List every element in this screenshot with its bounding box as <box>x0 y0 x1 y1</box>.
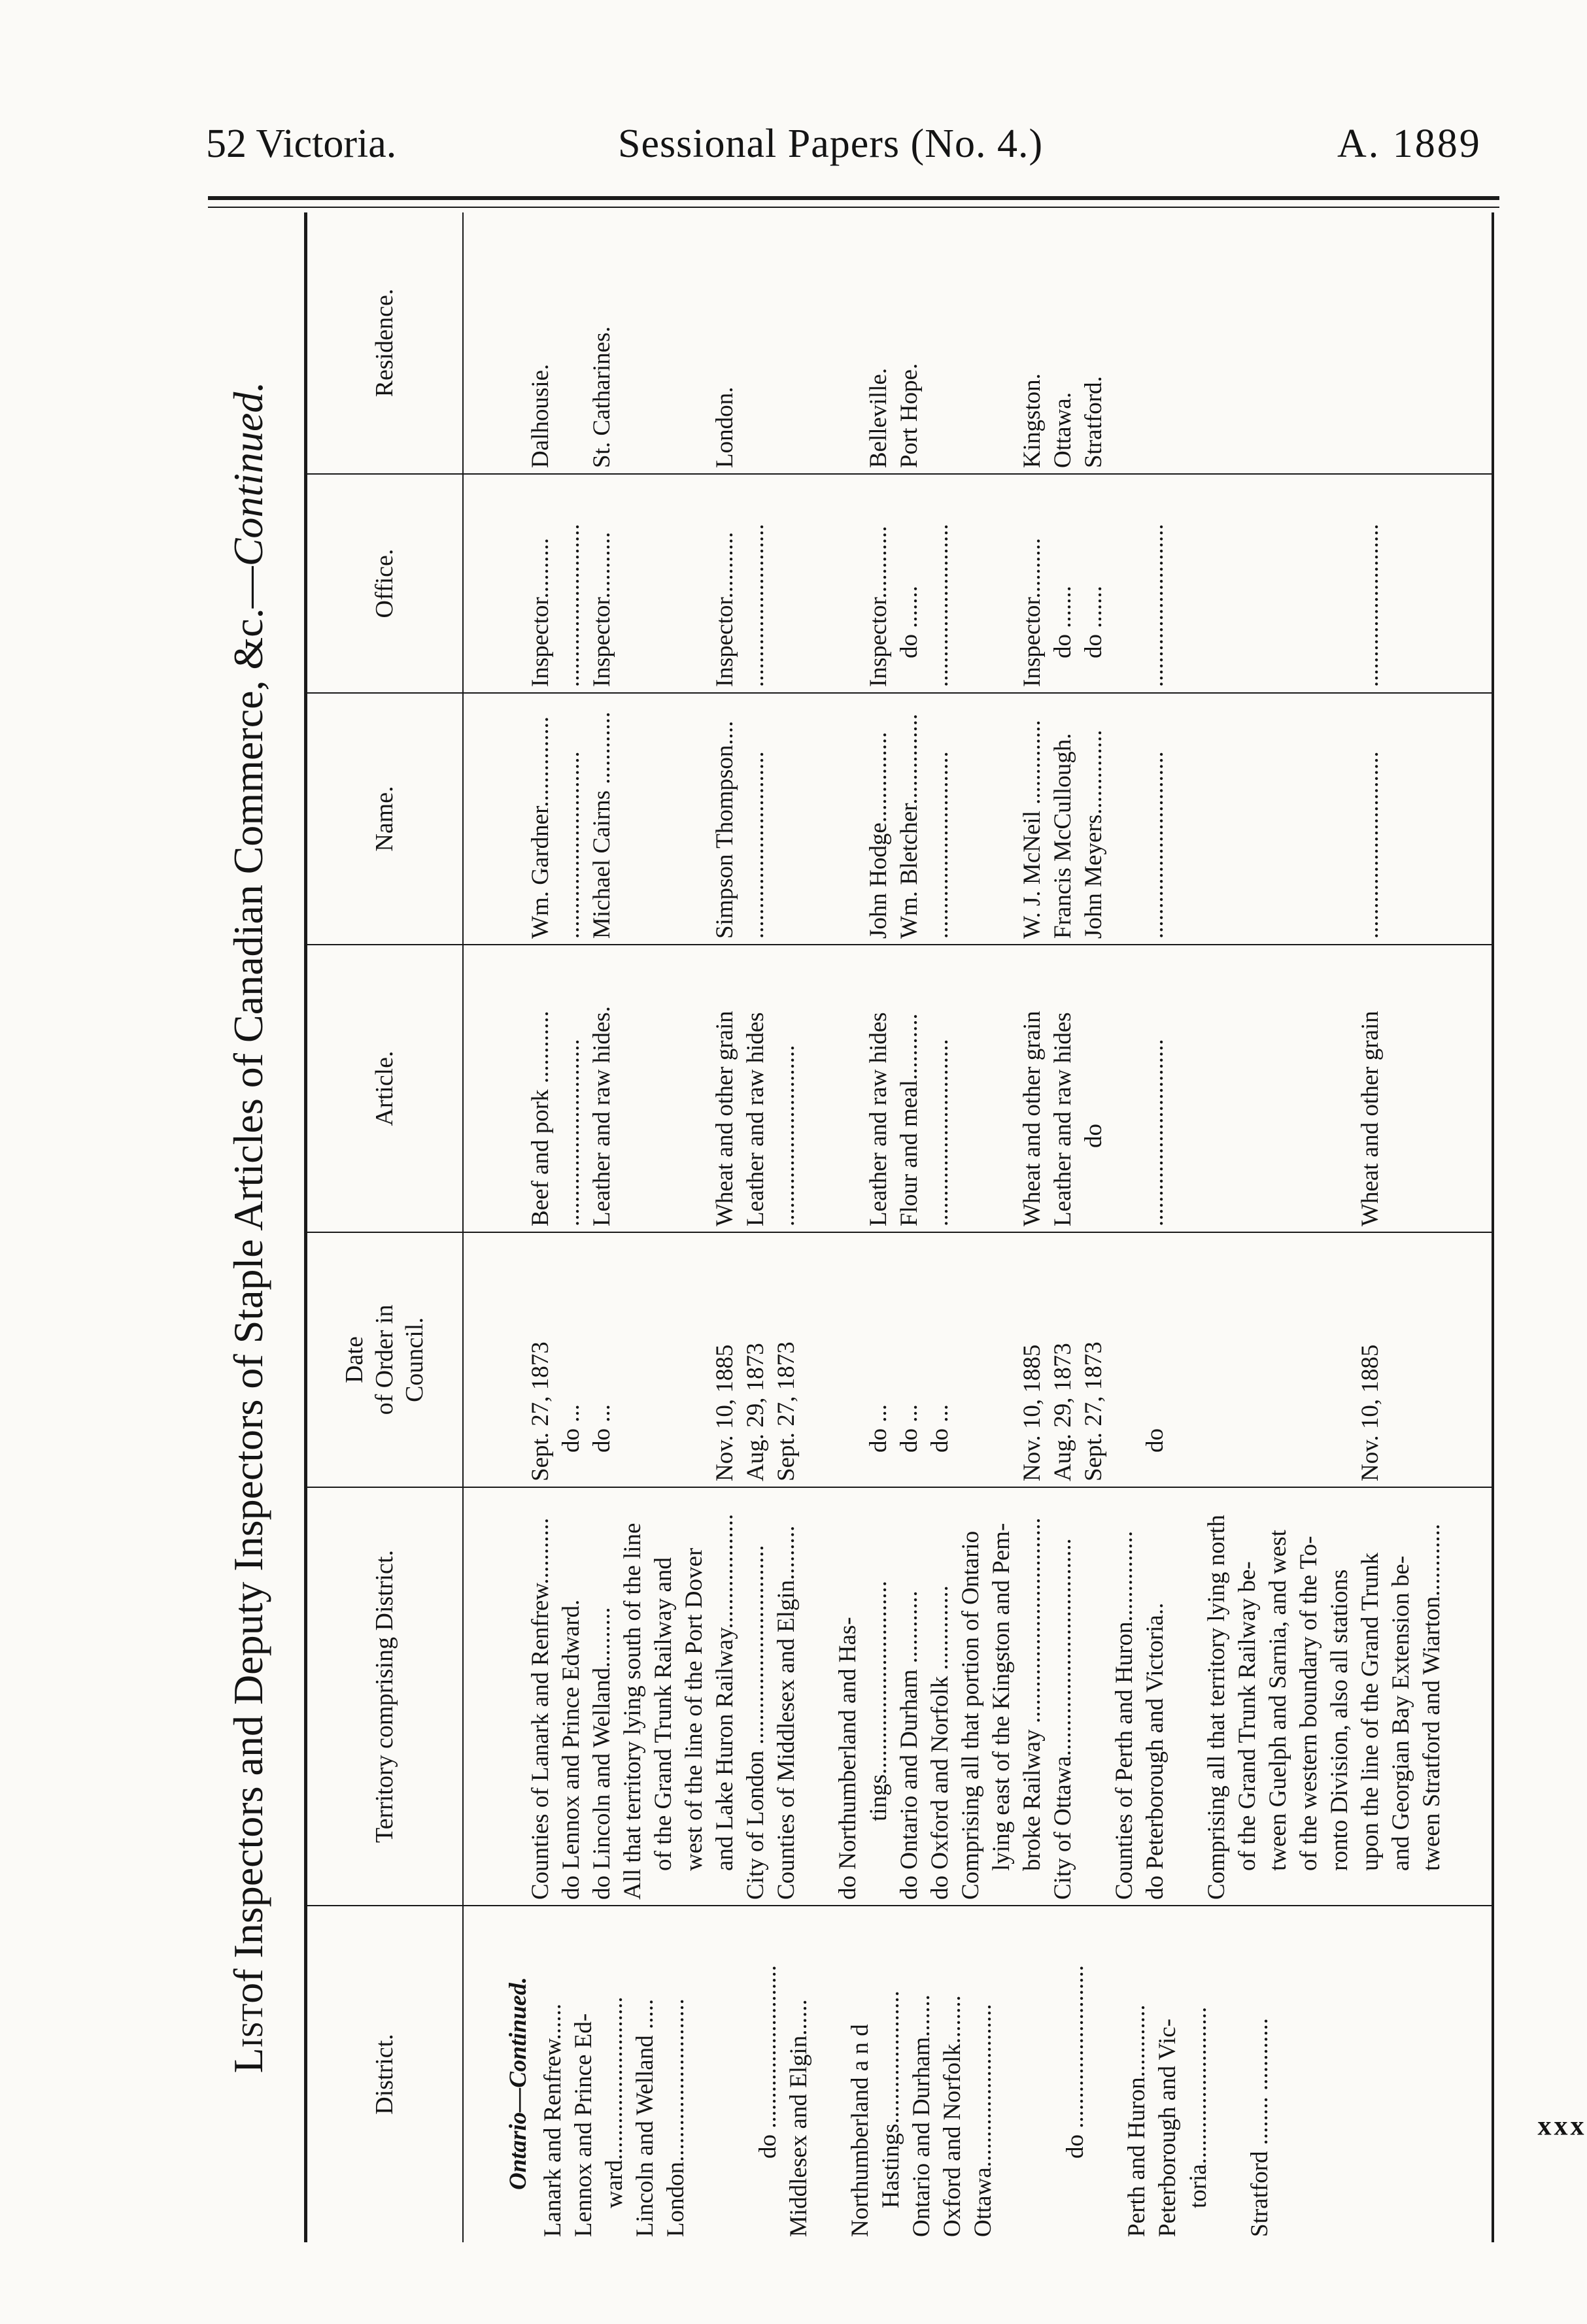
district-line: do ........................... <box>1061 1965 1089 2159</box>
spacer <box>1293 1238 1324 1481</box>
spacer <box>814 1911 845 2237</box>
spacer <box>1232 951 1263 1226</box>
caption-main: of Inspectors and Deputy Inspectors of Staple Articles of Canadian Commerce, &c.— <box>225 566 271 2004</box>
spacer <box>1109 951 1140 1226</box>
territory-line: City of Ottawa.................................... <box>1049 1538 1076 1900</box>
header-rule <box>208 196 1499 200</box>
date-line: Sept. 27, 1873 <box>1080 1341 1107 1481</box>
office-line: do ....... <box>1080 586 1107 658</box>
inspectors-table <box>304 212 1494 2242</box>
spacer <box>802 1238 832 1481</box>
article-line: Leather and raw hides <box>1049 1012 1076 1226</box>
spacer <box>617 1238 648 1481</box>
district-line: Oxford and Norfolk........ <box>938 1995 966 2237</box>
spacer <box>832 699 863 939</box>
article-line: Leather and raw hides <box>742 1012 769 1226</box>
spacer <box>617 699 648 939</box>
office-line: ........................... <box>1356 524 1384 687</box>
office-line: Inspector........... <box>588 531 615 687</box>
spacer <box>802 951 832 1226</box>
spacer <box>1109 699 1140 939</box>
territory-line: do Peterborough and Victoria.. <box>1141 1602 1169 1900</box>
spacer <box>1293 699 1324 939</box>
spacer <box>1201 699 1232 939</box>
spacer <box>679 699 709 939</box>
office-line: Inspector.......... <box>1018 537 1046 687</box>
date-line: Sept. 27, 1873 <box>772 1341 800 1481</box>
territory-line: do Ontario and Durham ............ <box>895 1591 923 1900</box>
territory-line: upon the line of the Grand Trunk <box>1356 1552 1384 1871</box>
col-date-l1: Date <box>341 1336 369 1383</box>
date-line: do ... <box>864 1404 892 1453</box>
name-line: Simpson Thompson.... <box>711 720 738 939</box>
spacer <box>925 218 955 468</box>
article-line: Beef and pork ............ <box>526 1011 554 1226</box>
residence-line: Ottawa. <box>1049 392 1076 468</box>
spacer <box>1232 1238 1263 1481</box>
territory-line: of the Grand Trunk Railway be- <box>1233 1561 1261 1871</box>
spacer <box>986 480 1017 687</box>
spacer <box>955 480 986 687</box>
col-territory: Territory comprising District. <box>306 1487 463 1906</box>
district-line: Peterborough and Vic- <box>1153 2018 1181 2237</box>
spacer <box>1214 1911 1244 2237</box>
territory-line: Counties of Perth and Huron............... <box>1110 1530 1138 1900</box>
date-line: Nov. 10, 1885 <box>711 1344 738 1481</box>
district-cell <box>463 1906 1493 2242</box>
name-line: John Hodge............... <box>864 732 892 939</box>
date-line: Nov. 10, 1885 <box>1356 1344 1384 1481</box>
territory-cell <box>463 1487 1493 1906</box>
district-line: London........................... <box>662 1998 689 2237</box>
caption-continued: Continued. <box>225 381 271 567</box>
spacer <box>617 480 648 687</box>
spacer <box>1232 480 1263 687</box>
spacer <box>648 1238 679 1481</box>
date-line: Aug. 29, 1873 <box>742 1343 769 1481</box>
residence-line: St. Catharines. <box>588 326 615 468</box>
spacer <box>1263 1238 1293 1481</box>
spacer <box>617 951 648 1226</box>
article-line: ............................... <box>1141 1039 1169 1226</box>
name-line: Wm. Gardner............... <box>526 716 554 939</box>
district-line: Hastings...................... <box>877 1991 904 2208</box>
name-line: W. J. McNeil .............. <box>1018 720 1046 939</box>
residence-line: Port Hope. <box>895 363 923 468</box>
spacer <box>771 480 802 687</box>
spacer <box>771 218 802 468</box>
territory-line: tween Guelph and Sarnia, and west <box>1264 1530 1291 1871</box>
article-line: Leather and raw hides. <box>588 1006 615 1226</box>
spacer <box>1170 699 1201 939</box>
office-line: ........................... <box>557 524 585 687</box>
section-heading: Ontario—Continued. <box>504 1977 532 2190</box>
spacer <box>771 699 802 939</box>
name-cell <box>463 693 1493 945</box>
spacer <box>740 218 771 468</box>
table-header-row <box>306 212 463 2242</box>
spacer <box>464 1493 525 1900</box>
spacer <box>556 218 587 468</box>
district-line: do ........................... <box>754 1965 781 2159</box>
spacer <box>464 480 525 687</box>
spacer <box>986 699 1017 939</box>
table-body-row <box>463 212 1493 2242</box>
residence-line: Dalhousie. <box>526 363 554 468</box>
spacer <box>1201 480 1232 687</box>
spacer <box>1109 480 1140 687</box>
territory-line: of the Grand Trunk Railway and <box>649 1557 677 1871</box>
territory-line: of the western boundary of the To- <box>1295 1536 1322 1871</box>
spacer <box>1324 480 1355 687</box>
spacer <box>1170 951 1201 1226</box>
date-line: do ... <box>926 1404 953 1453</box>
spacer <box>648 218 679 468</box>
header-rule-thin <box>208 207 1499 208</box>
spacer <box>955 951 986 1226</box>
spacer <box>1170 1493 1201 1900</box>
residence-line: Kingston. <box>1018 373 1046 468</box>
article-line: Wheat and other grain <box>1356 1011 1384 1226</box>
col-district: District. <box>306 1906 463 2242</box>
col-date <box>306 1232 463 1487</box>
col-name: Name. <box>306 693 463 945</box>
rotated-table-page <box>206 212 1587 2242</box>
spacer <box>1293 951 1324 1226</box>
district-line: Middlesex and Elgin...... <box>785 1999 812 2237</box>
territory-line: Comprising all that territory lying north <box>1203 1515 1230 1900</box>
territory-line: tween Stratford and Wiarton............ <box>1418 1523 1445 1871</box>
office-line: ........................... <box>1141 524 1169 687</box>
spacer <box>1293 480 1324 687</box>
spacer <box>986 1238 1017 1481</box>
spacer <box>1201 951 1232 1226</box>
territory-line: ronto Division, also all stations <box>1325 1569 1353 1871</box>
name-line: Wm. Bletcher............... <box>895 713 923 939</box>
spacer <box>691 1911 722 2237</box>
spacer <box>1232 699 1263 939</box>
office-line: ........................... <box>926 524 953 687</box>
spacer <box>464 1238 525 1481</box>
name-line: ............................... <box>1356 751 1384 939</box>
spacer <box>679 218 709 468</box>
article-line: Wheat and other grain <box>711 1011 738 1226</box>
territory-line: and Georgian Bay Extension be- <box>1387 1555 1414 1871</box>
office-line: Inspector........... <box>711 531 738 687</box>
spacer <box>1201 1238 1232 1481</box>
col-residence: Residence. <box>306 212 463 474</box>
date-line: do ... <box>588 1404 615 1453</box>
residence-line: Belleville. <box>864 367 892 468</box>
date-line: Nov. 10, 1885 <box>1018 1344 1046 1481</box>
spacer <box>648 951 679 1226</box>
spacer <box>464 951 525 1226</box>
territory-line: tings................................ <box>864 1581 892 1821</box>
spacer <box>1263 699 1293 939</box>
article-line: do <box>1080 1124 1107 1148</box>
spacer <box>955 699 986 939</box>
spacer <box>802 218 832 468</box>
district-line: Lennox and Prince Ed- <box>570 2013 597 2237</box>
running-head-session: 52 Victoria. <box>206 122 397 166</box>
territory-line: Comprising all that portion of Ontario <box>957 1530 984 1900</box>
name-line: Francis McCullough. <box>1049 733 1076 939</box>
spacer <box>986 951 1017 1226</box>
spacer <box>802 699 832 939</box>
spacer <box>1109 1238 1140 1481</box>
article-line: ............................... <box>557 1039 585 1226</box>
district-line: Lanark and Renfrew...... <box>539 2003 566 2237</box>
district-line: Stratford ........ ............ <box>1246 2017 1273 2237</box>
running-head-title: Sessional Papers (No. 4.) <box>618 122 1044 166</box>
office-line: Inspector............ <box>864 526 892 687</box>
district-line: Ottawa........................... <box>969 2004 997 2237</box>
name-line: ............................... <box>742 751 769 939</box>
spacer <box>679 1238 709 1481</box>
spacer <box>1078 1493 1109 1900</box>
article-line: ............................... <box>926 1039 953 1226</box>
territory-line: Counties of Middlesex and Elgin......... <box>772 1525 800 1900</box>
table-caption <box>206 212 291 2242</box>
office-line: do ....... <box>895 586 923 658</box>
district-line: Lincoln and Welland ..... <box>631 1998 658 2237</box>
col-date-l3: Council. <box>401 1317 429 1402</box>
district-line: Perth and Huron............ <box>1123 2004 1150 2237</box>
district-line: ward........................... <box>600 1996 628 2208</box>
district-line: Northumberland a n d <box>846 2024 874 2237</box>
spacer <box>998 1911 1060 2237</box>
date-cell <box>463 1232 1493 1487</box>
date-line: Sept. 27, 1873 <box>526 1341 554 1481</box>
territory-line: do Oxford and Norfolk .............. <box>926 1585 953 1900</box>
spacer <box>832 218 863 468</box>
spacer <box>832 1238 863 1481</box>
spacer <box>1263 951 1293 1226</box>
date-line: do ... <box>557 1404 585 1453</box>
col-article: Article. <box>306 945 463 1232</box>
date-line: Aug. 29, 1873 <box>1049 1343 1076 1481</box>
spacer <box>832 480 863 687</box>
spacer <box>1324 1238 1355 1481</box>
office-line: do ....... <box>1049 586 1076 658</box>
spacer <box>1170 480 1201 687</box>
territory-line: broke Railway .................................. <box>1018 1517 1046 1871</box>
article-line: Flour and meal........... <box>895 1013 923 1226</box>
territory-line: do Lennox and Prince Edward. <box>557 1599 585 1900</box>
name-line: Michael Cairns ............ <box>588 711 615 939</box>
territory-line: All that territory lying south of the line <box>619 1523 646 1900</box>
spacer <box>464 218 525 468</box>
col-date-l2: of Order in <box>371 1304 399 1415</box>
office-cell <box>463 474 1493 693</box>
col-office: Office. <box>306 474 463 693</box>
name-line: ............................... <box>1141 751 1169 939</box>
date-line: do ... <box>895 1404 923 1453</box>
territory-line: do Lincoln and Welland.......... <box>588 1607 615 1900</box>
name-line: ............................... <box>557 751 585 939</box>
name-line: John Meyers.............. <box>1080 730 1107 939</box>
spacer <box>802 1493 832 1900</box>
spacer <box>1170 1238 1201 1481</box>
office-line: ........................... <box>742 524 769 687</box>
spacer <box>1091 1911 1121 2237</box>
article-cell <box>463 945 1493 1232</box>
article-line: .............................. <box>772 1045 800 1226</box>
spacer <box>722 1911 753 2237</box>
spacer <box>986 218 1017 468</box>
territory-line: west of the line of the Port Dover <box>680 1547 708 1871</box>
spacer <box>1263 480 1293 687</box>
residence-cell <box>463 212 1493 474</box>
spacer <box>679 480 709 687</box>
article-line: Wheat and other grain <box>1018 1011 1046 1226</box>
spacer <box>679 951 709 1226</box>
district-line: toria.......................... <box>1184 2006 1212 2208</box>
spacer <box>832 951 863 1226</box>
spacer <box>648 699 679 939</box>
name-line: ............................... <box>926 751 953 939</box>
territory-line: lying east of the Kingston and Pem- <box>987 1523 1015 1871</box>
caption-lead: List <box>225 2003 271 2074</box>
territory-line: Counties of Lanark and Renfrew........... <box>526 1517 554 1900</box>
date-line: do <box>1141 1428 1169 1453</box>
district-line: Ontario and Durham....... <box>908 1995 935 2237</box>
spacer <box>464 699 525 939</box>
territory-line: City of London ................................. <box>742 1545 769 1900</box>
territory-line: do Northumberland and Has- <box>834 1617 861 1900</box>
spacer <box>648 480 679 687</box>
residence-line: London. <box>711 386 738 468</box>
page-folio: xxx <box>1537 2111 1587 2142</box>
territory-line: and Lake Huron Railway................... <box>711 1513 738 1871</box>
spacer <box>802 480 832 687</box>
spacer <box>955 218 986 468</box>
office-line: Inspector.......... <box>526 537 554 687</box>
spacer <box>1324 951 1355 1226</box>
spacer <box>955 1238 986 1481</box>
spacer <box>1324 699 1355 939</box>
running-head-year: A. 1889 <box>1337 122 1482 166</box>
residence-line: Stratford. <box>1080 376 1107 468</box>
spacer <box>617 218 648 468</box>
article-line: Leather and raw hides <box>864 1012 892 1226</box>
